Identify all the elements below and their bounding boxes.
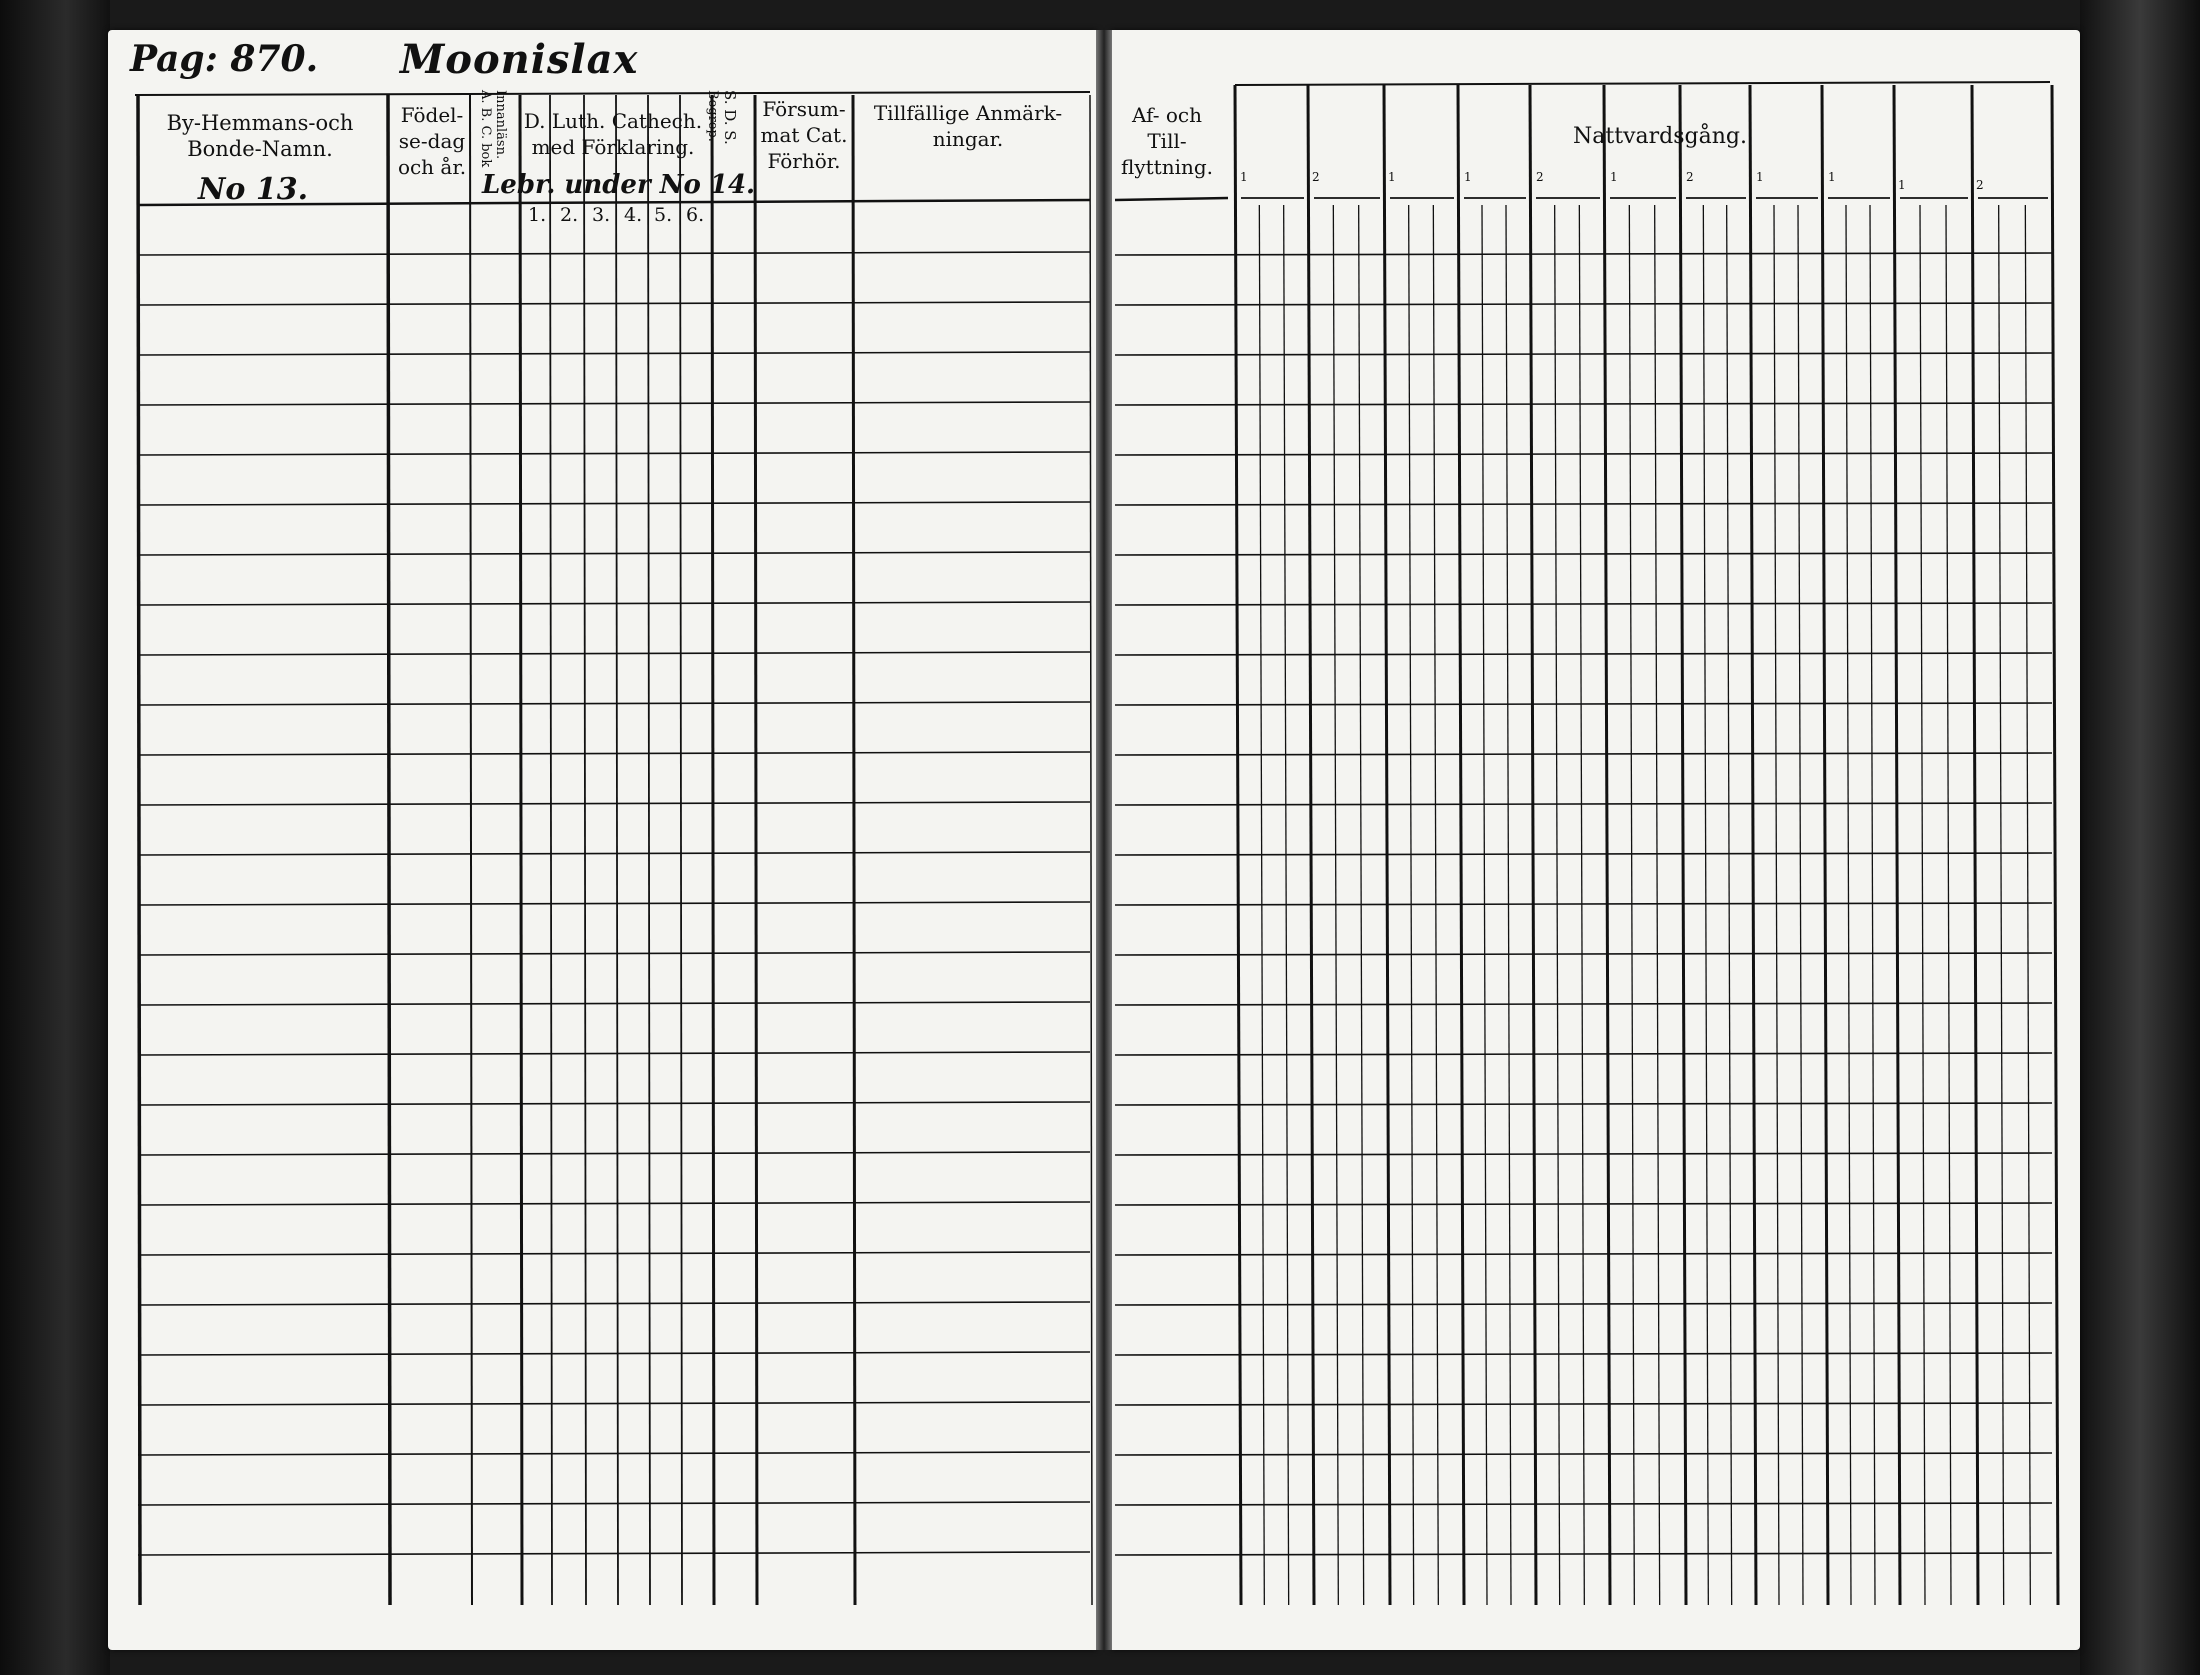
ledger-column-rule xyxy=(712,95,714,1605)
ledger-row-rule xyxy=(138,1302,1090,1305)
ledger-row-rule xyxy=(1115,1153,2052,1155)
ledger-row-rule xyxy=(138,352,1090,355)
ledger-column-rule xyxy=(138,95,140,1605)
header-begrep: Begrep. xyxy=(705,90,720,142)
ledger-subcolumn-rule xyxy=(2025,205,2030,1605)
nattvard-subnumber: 1 xyxy=(1464,170,1472,184)
nattvard-subnumber: 1 xyxy=(1610,170,1618,184)
luther-number: 4. xyxy=(624,204,643,226)
ledger-row-rule xyxy=(138,502,1090,505)
nattvard-subnumber: 2 xyxy=(1312,170,1320,184)
ledger-row-rule xyxy=(138,1352,1090,1355)
ledger-row-rule xyxy=(1115,453,2052,455)
nattvard-subnumber: 1 xyxy=(1828,170,1836,184)
ledger-row-rule xyxy=(1115,803,2052,805)
ledger-column-rule xyxy=(680,95,682,1605)
ledger-row-rule xyxy=(138,1502,1090,1505)
ledger-subcolumn-rule xyxy=(1798,205,1803,1605)
ledger-subcolumn-rule xyxy=(1629,205,1634,1605)
luther-number: 6. xyxy=(686,204,705,226)
ledger-row-rule xyxy=(1115,753,2052,755)
ledger-column-rule xyxy=(584,95,586,1605)
ledger-row-rule xyxy=(1115,953,2052,955)
ledger-top-rule xyxy=(135,92,1090,95)
nattvard-subnumber: 2 xyxy=(1536,170,1544,184)
ledger-row-rule xyxy=(1115,1203,2052,1205)
ledger-row-rule xyxy=(1115,1503,2052,1505)
ledger-row-rule xyxy=(138,1152,1090,1155)
luther-number: 3. xyxy=(592,204,611,226)
ledger-row-rule xyxy=(138,252,1090,255)
ledger-column-rule xyxy=(1604,85,1610,1605)
ledger-column-rule xyxy=(1750,85,1756,1605)
luther-number: 5. xyxy=(654,204,673,226)
header-innanlasn: Innanläsn. xyxy=(493,90,508,160)
ledger-row-rule xyxy=(1115,403,2052,405)
ledger-row-rule xyxy=(1115,1003,2052,1005)
ledger-header-rule xyxy=(1115,198,1228,200)
place-name: Moonislax xyxy=(400,36,639,83)
luther-number: 2. xyxy=(560,204,579,226)
ledger-row-rule xyxy=(138,952,1090,955)
header-abc-book: A. B. C. bok xyxy=(478,90,493,168)
ledger-row-rule xyxy=(1115,1353,2052,1355)
ledger-subcolumn-rule xyxy=(1999,205,2004,1605)
ledger-row-rule xyxy=(138,802,1090,805)
ledger-column-rule xyxy=(1384,85,1390,1605)
ledger-row-rule xyxy=(1115,853,2052,855)
ledger-subcolumn-rule xyxy=(1506,205,1511,1605)
ledger-row-rule xyxy=(1115,1453,2052,1455)
ledger-column-rule xyxy=(648,95,650,1605)
household-note: Lebr. under No 14. xyxy=(482,170,756,200)
ledger-column-rule xyxy=(755,95,757,1605)
ledger-column-rule xyxy=(1090,95,1092,1605)
ledger-column-rule xyxy=(1894,85,1900,1605)
household-number: No 13. xyxy=(198,172,309,207)
ledger-row-rule xyxy=(138,1552,1090,1555)
ledger-row-rule xyxy=(138,1002,1090,1005)
ledger-row-rule xyxy=(138,1052,1090,1055)
ledger-column-rule xyxy=(470,95,472,1605)
header-anmarkningar: Tillfällige Anmärk- ningar. xyxy=(873,101,1063,151)
ledger-row-rule xyxy=(1115,603,2052,605)
ledger-top-rule xyxy=(1235,82,2050,85)
ledger-row-rule xyxy=(138,652,1090,655)
ledger-row-rule xyxy=(1115,353,2052,355)
ledger-subcolumn-rule xyxy=(1703,205,1708,1605)
ledger-subcolumn-rule xyxy=(1579,205,1584,1605)
ledger-row-rule xyxy=(138,752,1090,755)
header-name: By-Hemmans-och Bonde-Namn. xyxy=(166,111,354,161)
ledger-row-rule xyxy=(1115,703,2052,705)
ledger-row-rule xyxy=(1115,1403,2052,1405)
ledger-row-rule xyxy=(138,1252,1090,1255)
nattvard-subnumber: 1 xyxy=(1388,170,1396,184)
ledger-row-rule xyxy=(138,702,1090,705)
header-luther-catechism: D. Luth. Cathech. med Förklaring. xyxy=(523,109,703,159)
ledger-row-rule xyxy=(138,1452,1090,1455)
ledger-subcolumn-rule xyxy=(1946,205,1951,1605)
ledger-row-rule xyxy=(1115,253,2052,255)
nattvard-subnumber: 1 xyxy=(1898,178,1906,192)
ledger-row-rule xyxy=(1115,903,2052,905)
ledger-column-rule xyxy=(616,95,618,1605)
ledger-column-rule xyxy=(550,95,552,1605)
ledger-column-rule xyxy=(520,95,522,1605)
ledger-row-rule xyxy=(1115,1253,2052,1255)
nattvard-subnumber: 2 xyxy=(1976,178,1984,192)
ledger-column-rule xyxy=(388,95,390,1605)
ledger-subcolumn-rule xyxy=(1555,205,1560,1605)
luther-number: 1. xyxy=(528,204,547,226)
ledger-subcolumn-rule xyxy=(1727,205,1732,1605)
ledger-column-rule xyxy=(1235,85,1241,1605)
ledger-column-rule xyxy=(1530,85,1536,1605)
ledger-row-rule xyxy=(1115,1303,2052,1305)
ledger-subcolumn-rule xyxy=(1920,205,1925,1605)
ledger-row-rule xyxy=(138,452,1090,455)
ledger-row-rule xyxy=(138,852,1090,855)
ledger-row-rule xyxy=(1115,653,2052,655)
ledger-row-rule xyxy=(1115,1103,2052,1105)
ledger-column-rule xyxy=(1308,85,1314,1605)
ledger-subcolumn-rule xyxy=(1870,205,1875,1605)
header-nattvardsgang: Nattvardsgång. xyxy=(1573,124,1747,149)
ledger-row-rule xyxy=(1115,1053,2052,1055)
nattvard-subnumber: 1 xyxy=(1756,170,1764,184)
ledger-column-rule xyxy=(1680,85,1686,1605)
nattvard-subnumber: 1 xyxy=(1240,170,1248,184)
ledger-row-rule xyxy=(138,552,1090,555)
ledger-row-rule xyxy=(138,902,1090,905)
ledger-column-rule xyxy=(853,95,855,1605)
ledger-column-rule xyxy=(2052,85,2058,1605)
ledger-row-rule xyxy=(138,1402,1090,1405)
header-birth: Födel- se-dag och år. xyxy=(397,103,467,179)
ledger-row-rule xyxy=(1115,303,2052,305)
ledger-row-rule xyxy=(138,602,1090,605)
header-forsummat: Försum- mat Cat. Förhör. xyxy=(760,97,848,173)
ledger-column-rule xyxy=(1972,85,1978,1605)
ledger-row-rule xyxy=(138,302,1090,305)
page-reference: Pag: 870. xyxy=(130,38,319,80)
ledger-column-rule xyxy=(1458,85,1464,1605)
ledger-subcolumn-rule xyxy=(1774,205,1779,1605)
header-flyttning: Af- och Till- flyttning. xyxy=(1120,103,1214,179)
ledger-row-rule xyxy=(138,1202,1090,1205)
ledger-subcolumn-rule xyxy=(1846,205,1851,1605)
ledger-subcolumn-rule xyxy=(1655,205,1660,1605)
ledger-row-rule xyxy=(1115,503,2052,505)
nattvard-subnumber: 2 xyxy=(1686,170,1694,184)
header-sds: S. D. S. xyxy=(721,90,739,145)
ledger-column-rule xyxy=(1822,85,1828,1605)
ledger-row-rule xyxy=(1115,1553,2052,1555)
ledger-row-rule xyxy=(138,402,1090,405)
ledger-row-rule xyxy=(138,1102,1090,1105)
ledger-row-rule xyxy=(1115,553,2052,555)
